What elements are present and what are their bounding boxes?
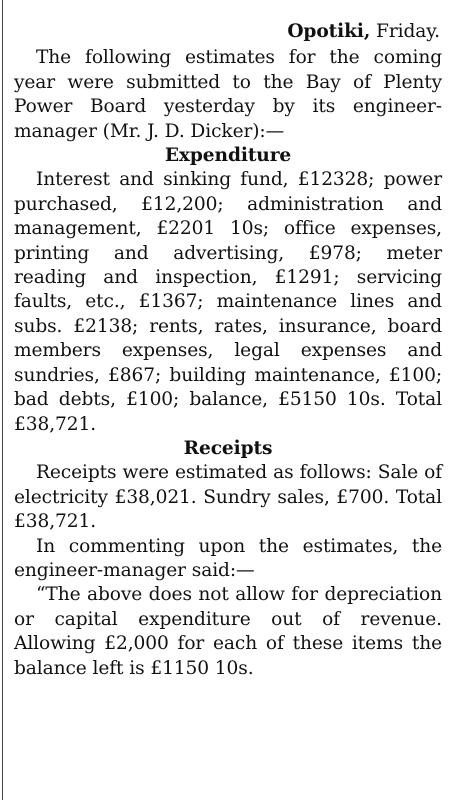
column-rule xyxy=(2,0,3,800)
quote-paragraph: “The above does not allow for depreciation or capital expenditure out of revenue. Allowing £2,000 for each of these items the balance left is £1150 10s. xyxy=(14,584,442,679)
dateline-place: Opotiki, xyxy=(287,21,371,42)
receipts-paragraph: Receipts were estimated as follows: Sale of electricity £38,021. Sundry sales, £700. Total £38,721. xyxy=(14,462,442,533)
intro-paragraph: The following estimates for the coming year were submitted to the Bay of Plenty Power Board yesterday by its engineer-manager (Mr. J. D. Dicker):— xyxy=(14,47,442,142)
receipts-heading: Receipts xyxy=(183,437,273,459)
article-column xyxy=(14,20,442,681)
dateline-day: Friday. xyxy=(376,21,440,42)
comment-paragraph: In commenting upon the estimates, the engineer-manager said:— xyxy=(14,535,442,581)
expenditure-heading: Expenditure xyxy=(164,145,292,167)
expenditure-paragraph: Interest and sinking fund, £12328; power purchased, £12,200; administration and management, £2201 10s; office expenses, printing and advertising, £978; meter reading and inspection, £1291; servicing faults, etc., £1367; maintenance lines and subs. £2138; rents, rates, insurance, board members expenses, legal expenses and sundries, £867; building maintenance, £100; bad debts, £100; balance, £5150 10s. Total £38,721. xyxy=(14,169,442,435)
dateline xyxy=(14,20,442,44)
